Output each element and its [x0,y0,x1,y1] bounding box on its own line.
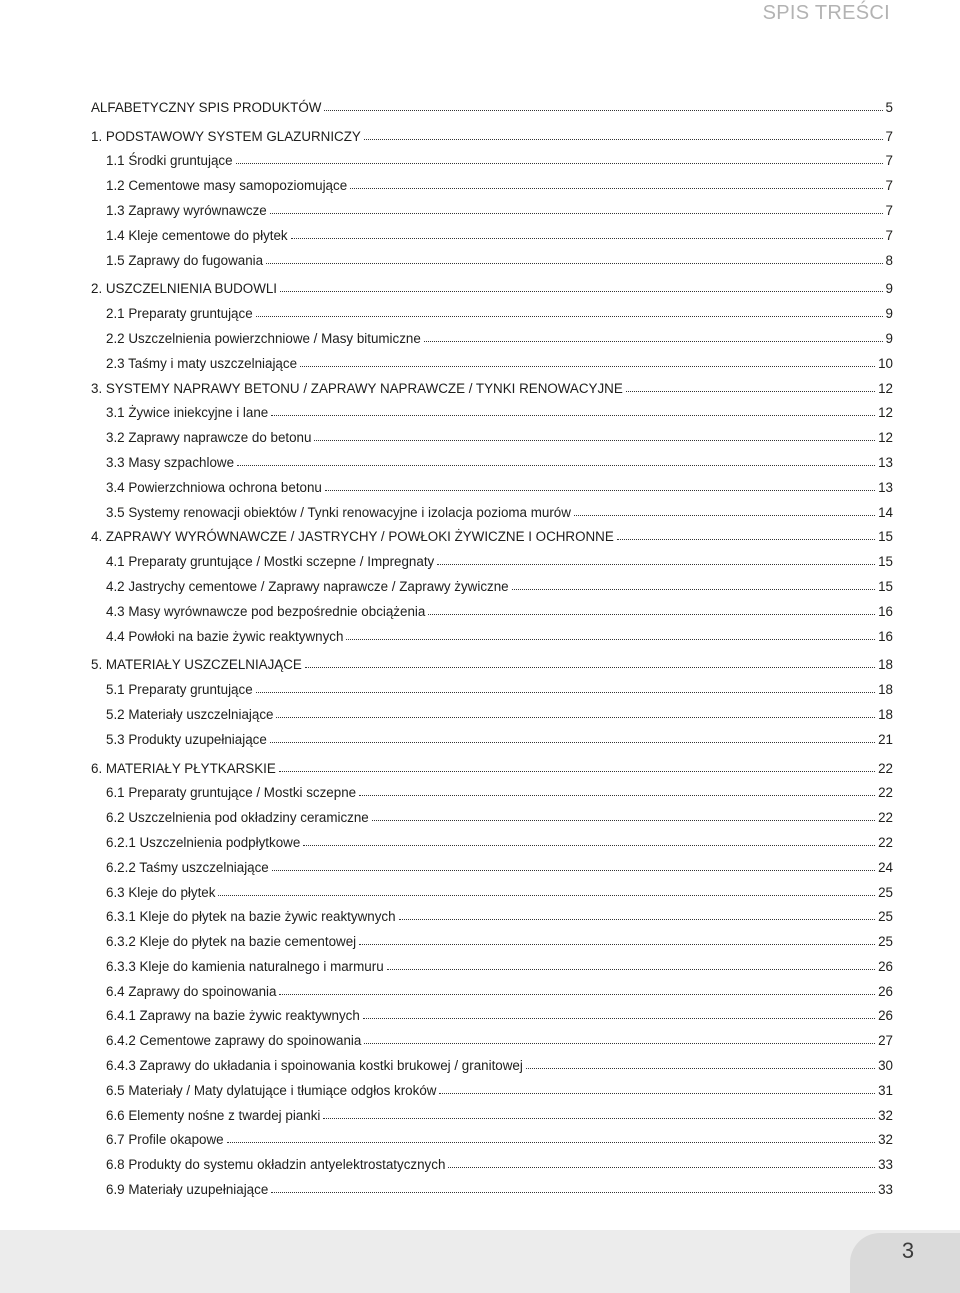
toc-entry-title: 6.6 Elementy nośne z twardej pianki [106,1107,321,1123]
toc-entry-title: 3.2 Zaprawy naprawcze do betonu [106,430,312,446]
toc-entry-title: 1.5 Zaprawy do fugowania [106,252,264,268]
dot-leader [271,1192,875,1193]
toc-entry-page: 18 [878,682,893,698]
toc-entry-page: 22 [878,760,893,776]
dot-leader [279,771,875,772]
toc-entry-page: 14 [878,504,893,520]
toc-subentry[interactable] [91,619,893,644]
toc-entry-page: 16 [878,603,893,619]
toc-subentry[interactable] [91,1048,893,1073]
toc-entry-page: 22 [878,834,893,850]
toc-entry-page: 30 [878,1058,893,1074]
toc-entry-page: 9 [885,281,893,297]
dot-leader [574,515,875,516]
toc-entry-page: 32 [878,1132,893,1148]
toc-subentry[interactable] [91,218,893,243]
toc-subentry[interactable] [91,445,893,470]
toc-entry-title: 6.5 Materiały / Maty dylatujące i tłumiące odgłos kroków [106,1082,437,1098]
dot-leader [218,895,875,896]
toc-subentry[interactable] [91,346,893,371]
toc-subentry[interactable] [91,924,893,949]
toc-entry-title: 3.4 Powierzchniowa ochrona betonu [106,479,322,495]
toc-entry-title: 6.4.3 Zaprawy do układania i spoinowania kostki brukowej / granitowej [106,1058,523,1074]
toc-subentry[interactable] [91,1172,893,1197]
toc-entry-title: 6.3.3 Kleje do kamienia naturalnego i marmuru [106,958,384,974]
toc-entry-title: 5.3 Produkty uzupełniające [106,731,267,747]
dot-leader [272,870,875,871]
dot-leader [271,415,875,416]
toc-entry-title: 4.1 Preparaty gruntujące / Mostki sczepne / Impregnaty [106,554,435,570]
toc-entry-page: 7 [885,227,893,243]
toc-subentry[interactable] [91,722,893,747]
toc-entry-title: 5.2 Materiały uszczelniające [106,706,274,722]
dot-leader [512,589,875,590]
toc-section-entry[interactable] [91,520,893,545]
toc-entry-page: 9 [885,330,893,346]
toc-entry-title: 6.4.2 Cementowe zaprawy do spoinowania [106,1033,362,1049]
toc-entry-title: 2.1 Preparaty gruntujące [106,306,253,322]
toc-entry-page: 13 [878,479,893,495]
dot-leader [270,213,883,214]
toc-entry-title: 1.1 Środki gruntujące [106,153,233,169]
toc-subentry[interactable] [91,850,893,875]
toc-entry-title: 5.1 Preparaty gruntujące [106,682,253,698]
dot-leader [280,291,883,292]
dot-leader [372,820,875,821]
toc-subentry[interactable] [91,697,893,722]
toc-entry-title: 6.2.1 Uszczelnienia podpłytkowe [106,834,301,850]
toc-entry-page: 31 [878,1082,893,1098]
toc-subentry[interactable] [91,470,893,495]
dot-leader [428,614,875,615]
dot-leader [359,944,875,945]
dot-leader [227,1142,875,1143]
toc-entry-page: 9 [885,306,893,322]
toc-entry-title: 5. MATERIAŁY USZCZELNIAJĄCE [91,657,302,673]
toc-entry-title: 1.4 Kleje cementowe do płytek [106,227,288,243]
toc-subentry[interactable] [91,420,893,445]
toc-subentry[interactable] [91,544,893,569]
dot-leader [325,490,875,491]
dot-leader [270,742,875,743]
dot-leader [256,692,875,693]
dot-leader [448,1167,875,1168]
dot-leader [256,316,883,317]
dot-leader [276,717,875,718]
dot-leader [236,163,883,164]
toc-subentry[interactable] [91,594,893,619]
dot-leader [346,639,875,640]
dot-leader [237,465,875,466]
toc-entry-title: 2. USZCZELNIENIA BUDOWLI [91,281,278,297]
toc-entry-title: 3. SYSTEMY NAPRAWY BETONU / ZAPRAWY NAPRAWCZE / TYNKI RENOWACYJNE [91,380,623,396]
toc-entry-page: 24 [878,859,893,875]
toc-entry-page: 15 [878,578,893,594]
dot-leader [363,1018,875,1019]
dot-leader [359,795,875,796]
toc-entry-title: ALFABETYCZNY SPIS PRODUKTÓW [91,99,322,115]
toc-entry-title: 6.4.1 Zaprawy na bazie żywic reaktywnych [106,1008,360,1024]
toc-entry-page: 7 [885,128,893,144]
toc-subentry[interactable] [91,900,893,925]
toc-entry-page: 22 [878,810,893,826]
toc-entry-title: 3.5 Systemy renowacji obiektów / Tynki renowacyjne i izolacja pozioma murów [106,504,571,520]
toc-entry-page: 15 [878,554,893,570]
toc-subentry[interactable] [91,396,893,421]
dot-leader [350,188,882,189]
toc-entry-page: 12 [878,430,893,446]
dot-leader [439,1093,875,1094]
toc-entry-title: 6.7 Profile okapowe [106,1132,224,1148]
table-of-contents [91,90,893,1197]
dot-leader [323,1118,875,1119]
toc-entry-page: 8 [885,252,893,268]
toc-entry-page: 12 [878,380,893,396]
toc-subentry[interactable] [91,800,893,825]
dot-leader [291,238,883,239]
toc-entry-title: 3.1 Żywice iniekcyjne i lane [106,405,269,421]
dot-leader [300,366,875,367]
toc-section-entry[interactable] [91,648,893,673]
toc-entry-title: 6.3.2 Kleje do płytek na bazie cementowej [106,934,357,950]
toc-subentry[interactable] [91,1073,893,1098]
toc-entry-page: 13 [878,454,893,470]
toc-section-entry[interactable] [91,119,893,144]
toc-subentry[interactable] [91,193,893,218]
page-title: SPIS TREŚCI [762,2,890,24]
toc-subentry[interactable] [91,321,893,346]
toc-entry-title: 6.2 Uszczelnienia pod okładziny ceramiczne [106,810,369,826]
dot-leader [266,263,882,264]
toc-subentry[interactable] [91,144,893,169]
toc-entry-title: 2.3 Taśmy i maty uszczelniające [106,355,298,371]
toc-entry-page: 33 [878,1182,893,1198]
toc-subentry[interactable] [91,875,893,900]
toc-entry-page: 33 [878,1157,893,1173]
dot-leader [314,440,875,441]
toc-subentry[interactable] [91,569,893,594]
toc-subentry[interactable] [91,168,893,193]
toc-entry-page: 16 [878,628,893,644]
toc-entry-title: 6.4 Zaprawy do spoinowania [106,983,277,999]
dot-leader [526,1068,875,1069]
toc-entry-page: 26 [878,958,893,974]
page-number-badge [850,1233,960,1293]
dot-leader [437,564,875,565]
toc-entry-title: 6.1 Preparaty gruntujące / Mostki sczepne [106,785,357,801]
toc-subentry[interactable] [91,776,893,801]
toc-entry-page: 12 [878,405,893,421]
dot-leader [617,539,875,540]
toc-subentry[interactable] [91,949,893,974]
toc-entry-page: 25 [878,884,893,900]
toc-subentry[interactable] [91,1147,893,1172]
toc-entry-page: 22 [878,785,893,801]
toc-entry-page: 10 [878,355,893,371]
footer-band [0,1230,960,1293]
toc-subentry[interactable] [91,1023,893,1048]
toc-entry-title: 1. PODSTAWOWY SYSTEM GLAZURNICZY [91,128,361,144]
toc-section-entry[interactable] [91,90,893,115]
dot-leader [387,969,875,970]
toc-section-entry[interactable] [91,751,893,776]
toc-entry-title: 6.2.2 Taśmy uszczelniające [106,859,269,875]
toc-subentry[interactable] [91,495,893,520]
toc-entry-page: 18 [878,706,893,722]
toc-entry-title: 4.4 Powłoki na bazie żywic reaktywnych [106,628,344,644]
toc-entry-page: 7 [885,153,893,169]
toc-subentry[interactable] [91,296,893,321]
toc-entry-title: 4. ZAPRAWY WYRÓWNAWCZE / JASTRYCHY / POWŁOKI ŻYWICZNE I OCHRONNE [91,529,614,545]
toc-entry-title: 6.3 Kleje do płytek [106,884,216,900]
toc-entry-page: 7 [885,202,893,218]
dot-leader [399,919,876,920]
toc-subentry[interactable] [91,1098,893,1123]
toc-entry-page: 26 [878,983,893,999]
toc-entry-page: 15 [878,529,893,545]
dot-leader [303,845,875,846]
toc-subentry[interactable] [91,672,893,697]
toc-entry-page: 27 [878,1033,893,1049]
dot-leader [364,1043,875,1044]
toc-section-entry[interactable] [91,371,893,396]
toc-entry-title: 2.2 Uszczelnienia powierzchniowe / Masy bitumiczne [106,330,421,346]
toc-entry-page: 18 [878,657,893,673]
toc-entry-title: 6.8 Produkty do systemu okładzin antyelektrostatycznych [106,1157,446,1173]
dot-leader [279,994,875,995]
dot-leader [305,667,875,668]
dot-leader [364,139,883,140]
dot-leader [626,391,875,392]
toc-entry-page: 7 [885,178,893,194]
toc-section-entry[interactable] [91,272,893,297]
toc-entry-title: 1.3 Zaprawy wyrównawcze [106,202,267,218]
toc-entry-title: 4.2 Jastrychy cementowe / Zaprawy naprawcze / Zaprawy żywiczne [106,578,509,594]
toc-entry-title: 1.2 Cementowe masy samopoziomujące [106,178,348,194]
toc-entry-title: 3.3 Masy szpachlowe [106,454,235,470]
toc-subentry[interactable] [91,1123,893,1148]
toc-entry-page: 32 [878,1107,893,1123]
toc-entry-page: 25 [878,909,893,925]
toc-subentry[interactable] [91,243,893,268]
toc-subentry[interactable] [91,825,893,850]
toc-entry-page: 5 [885,99,893,115]
toc-entry-title: 6.3.1 Kleje do płytek na bazie żywic reaktywnych [106,909,396,925]
toc-entry-page: 25 [878,934,893,950]
toc-entry-title: 6.9 Materiały uzupełniające [106,1182,269,1198]
toc-subentry[interactable] [91,999,893,1024]
dot-leader [324,110,882,111]
toc-entry-title: 6. MATERIAŁY PŁYTKARSKIE [91,760,276,776]
toc-entry-page: 26 [878,1008,893,1024]
toc-entry-page: 21 [878,731,893,747]
toc-entry-title: 4.3 Masy wyrównawcze pod bezpośrednie obciążenia [106,603,426,619]
page-number: 3 [901,1238,915,1263]
toc-subentry[interactable] [91,974,893,999]
dot-leader [424,341,883,342]
